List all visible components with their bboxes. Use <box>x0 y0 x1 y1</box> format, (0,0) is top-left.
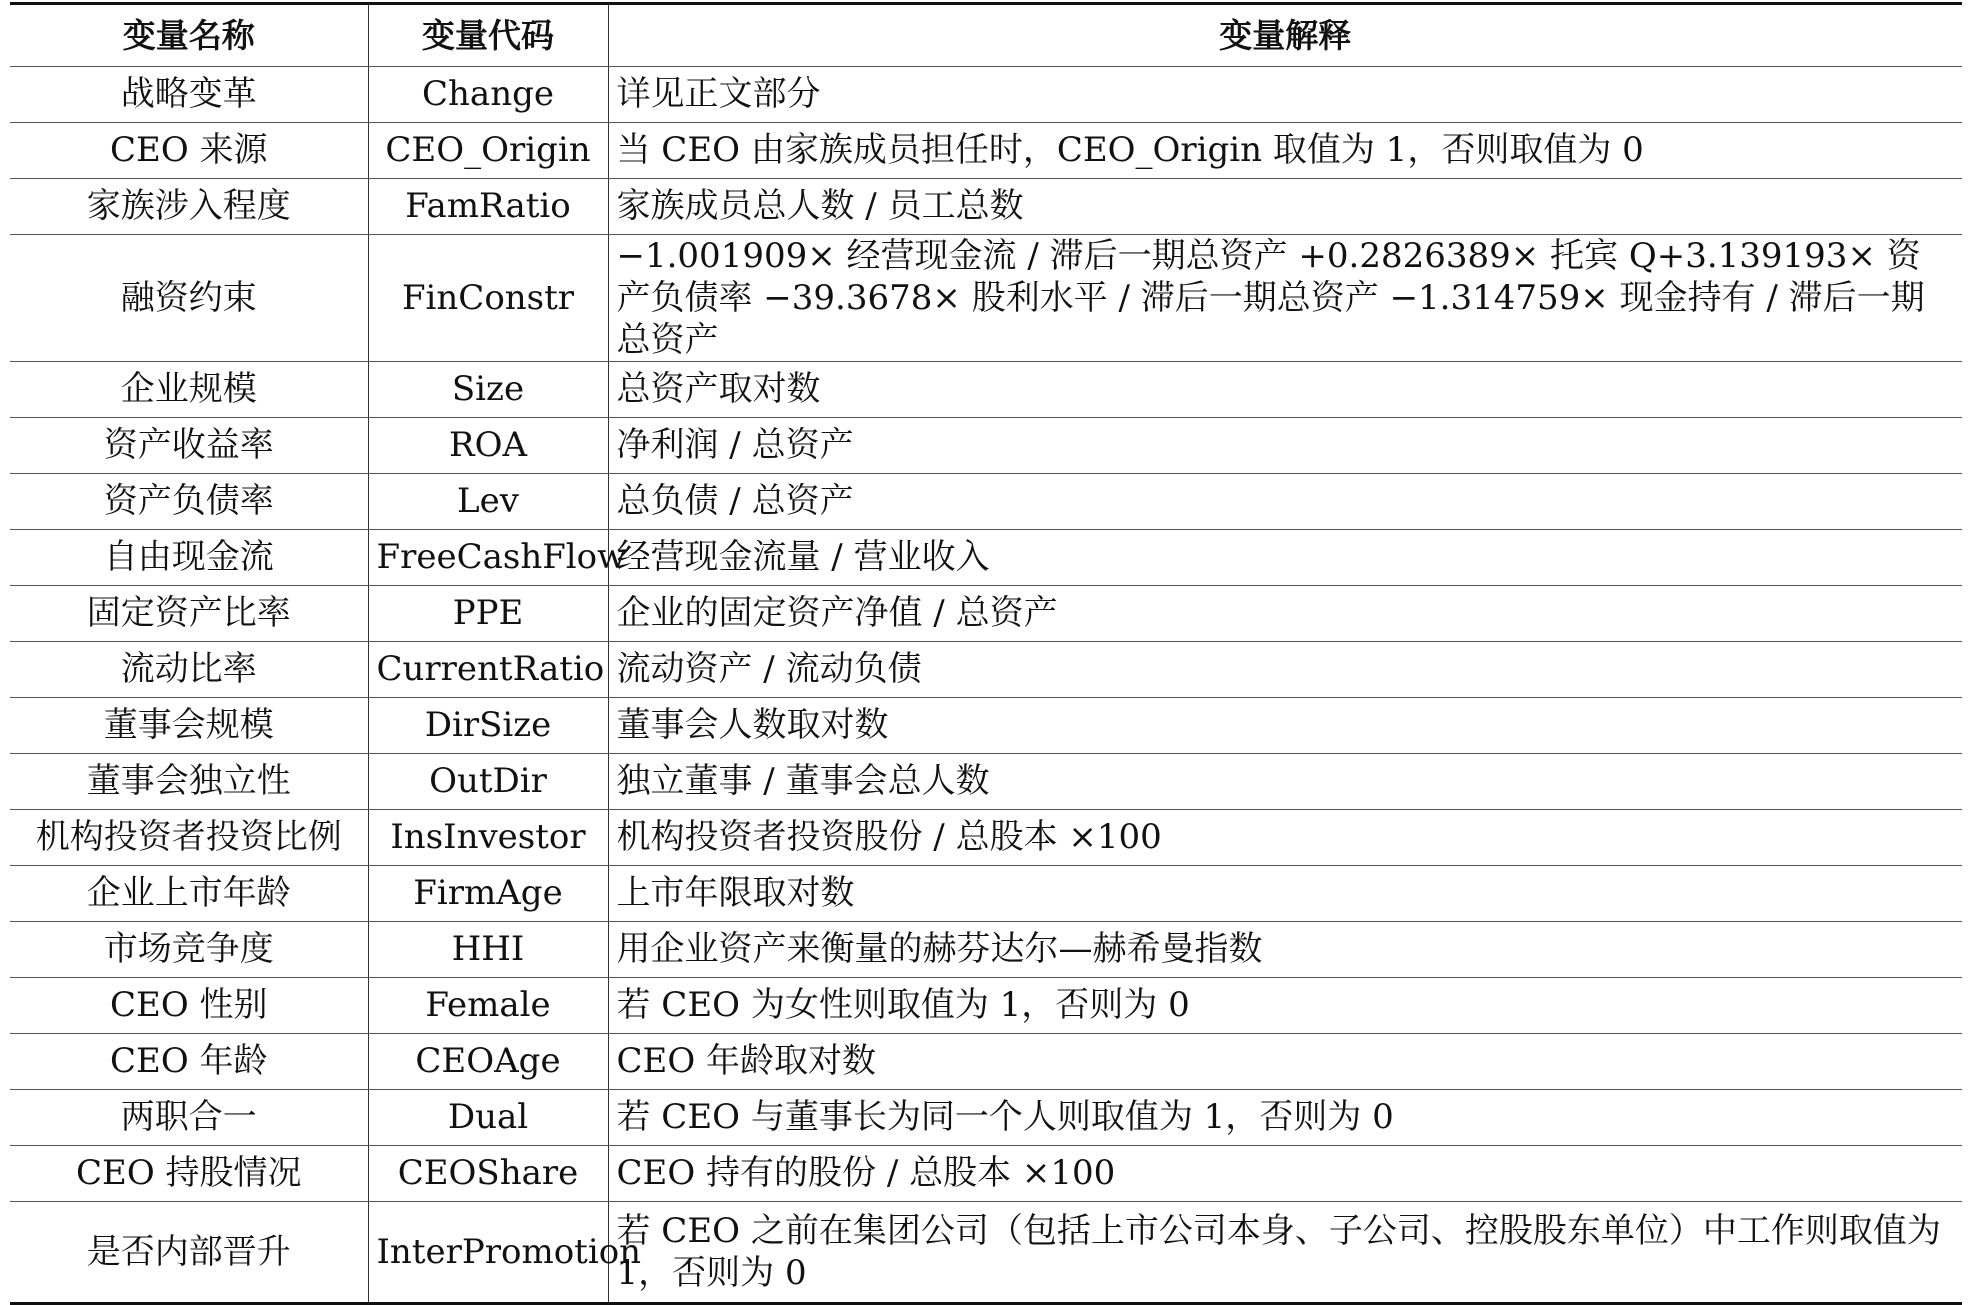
variable-name: 是否内部晋升 <box>10 1202 368 1304</box>
variable-name: 董事会独立性 <box>10 754 368 810</box>
variable-code: FamRatio <box>368 179 608 235</box>
variable-description: CEO 年龄取对数 <box>608 1034 1962 1090</box>
table-row <box>10 123 1962 179</box>
variable-code: FirmAge <box>368 866 608 922</box>
variable-name: 企业规模 <box>10 362 368 418</box>
table-row <box>10 362 1962 418</box>
header-variable-name: 变量名称 <box>10 4 368 67</box>
variable-description: 企业的固定资产净值 / 总资产 <box>608 586 1962 642</box>
variable-code: Female <box>368 978 608 1034</box>
variable-code: Size <box>368 362 608 418</box>
header-variable-code: 变量代码 <box>368 4 608 67</box>
variable-name: 董事会规模 <box>10 698 368 754</box>
variable-description: 上市年限取对数 <box>608 866 1962 922</box>
variable-description: 若 CEO 之前在集团公司（包括上市公司本身、子公司、控股股东单位）中工作则取值为 1，否则为 0 <box>608 1202 1962 1304</box>
variable-description: −1.001909× 经营现金流 / 滞后一期总资产 +0.2826389× 托宾 Q+3.139193× 资产负债率 −39.3678× 股利水平 / 滞后一期总资产 −1.314759× 现金持有 / 滞后一期总资产 <box>608 235 1962 362</box>
variable-code: InterPromotion <box>368 1202 608 1304</box>
variable-name: 两职合一 <box>10 1090 368 1146</box>
variable-description: 当 CEO 由家族成员担任时，CEO_Origin 取值为 1，否则取值为 0 <box>608 123 1962 179</box>
variable-code: Dual <box>368 1090 608 1146</box>
variable-description: 净利润 / 总资产 <box>608 418 1962 474</box>
table-row <box>10 1202 1962 1304</box>
variable-code: CEO_Origin <box>368 123 608 179</box>
table-row <box>10 474 1962 530</box>
variable-description: 家族成员总人数 / 员工总数 <box>608 179 1962 235</box>
variable-code: HHI <box>368 922 608 978</box>
variable-code: Lev <box>368 474 608 530</box>
variable-description: 总资产取对数 <box>608 362 1962 418</box>
variable-name: 流动比率 <box>10 642 368 698</box>
variable-name: CEO 持股情况 <box>10 1146 368 1202</box>
table-row <box>10 698 1962 754</box>
variable-name: 市场竞争度 <box>10 922 368 978</box>
table-row <box>10 418 1962 474</box>
variable-description: 董事会人数取对数 <box>608 698 1962 754</box>
variable-name: 融资约束 <box>10 235 368 362</box>
table-header-row <box>10 4 1962 67</box>
variable-description: 用企业资产来衡量的赫芬达尔—赫希曼指数 <box>608 922 1962 978</box>
table-row <box>10 1090 1962 1146</box>
table-row <box>10 754 1962 810</box>
variable-description: 独立董事 / 董事会总人数 <box>608 754 1962 810</box>
table-row <box>10 922 1962 978</box>
variable-description: 总负债 / 总资产 <box>608 474 1962 530</box>
variable-code: FinConstr <box>368 235 608 362</box>
variable-code: InsInvestor <box>368 810 608 866</box>
variable-name: CEO 年龄 <box>10 1034 368 1090</box>
variable-name: 企业上市年龄 <box>10 866 368 922</box>
variable-code: CEOAge <box>368 1034 608 1090</box>
table-row <box>10 67 1962 123</box>
variable-description: CEO 持有的股份 / 总股本 ×100 <box>608 1146 1962 1202</box>
variable-name: 固定资产比率 <box>10 586 368 642</box>
variable-name: 机构投资者投资比例 <box>10 810 368 866</box>
variable-name: 家族涉入程度 <box>10 179 368 235</box>
table-row <box>10 530 1962 586</box>
table-row <box>10 235 1962 362</box>
variable-name: 自由现金流 <box>10 530 368 586</box>
variable-name: 战略变革 <box>10 67 368 123</box>
table-row <box>10 1034 1962 1090</box>
variable-description: 机构投资者投资股份 / 总股本 ×100 <box>608 810 1962 866</box>
table-row <box>10 978 1962 1034</box>
table-row <box>10 866 1962 922</box>
variable-code: DirSize <box>368 698 608 754</box>
variable-description: 详见正文部分 <box>608 67 1962 123</box>
table-row <box>10 1146 1962 1202</box>
variable-code: PPE <box>368 586 608 642</box>
variable-code: CEOShare <box>368 1146 608 1202</box>
variable-name: 资产收益率 <box>10 418 368 474</box>
variable-code: Change <box>368 67 608 123</box>
variable-code: ROA <box>368 418 608 474</box>
variable-code: OutDir <box>368 754 608 810</box>
table-row <box>10 642 1962 698</box>
variable-name: 资产负债率 <box>10 474 368 530</box>
variable-description: 若 CEO 为女性则取值为 1，否则为 0 <box>608 978 1962 1034</box>
variable-definition-table <box>10 2 1962 1305</box>
variable-code: CurrentRatio <box>368 642 608 698</box>
table-row <box>10 179 1962 235</box>
header-variable-description: 变量解释 <box>608 4 1962 67</box>
variable-description: 流动资产 / 流动负债 <box>608 642 1962 698</box>
table-row <box>10 586 1962 642</box>
table-row <box>10 810 1962 866</box>
variable-name: CEO 性别 <box>10 978 368 1034</box>
variable-description: 经营现金流量 / 营业收入 <box>608 530 1962 586</box>
variable-code: FreeCashFlow <box>368 530 608 586</box>
variable-name: CEO 来源 <box>10 123 368 179</box>
variable-description: 若 CEO 与董事长为同一个人则取值为 1，否则为 0 <box>608 1090 1962 1146</box>
